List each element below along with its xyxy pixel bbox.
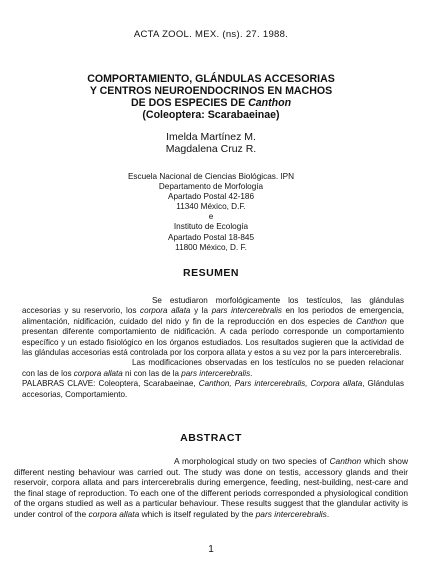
affiliation-line: 11340 México, D.F. bbox=[176, 202, 246, 212]
title-line-1: COMPORTAMIENTO, GLÁNDULAS ACCESORIAS bbox=[87, 73, 335, 85]
resumen-body bbox=[22, 296, 404, 400]
abstract-heading: ABSTRACT bbox=[180, 432, 242, 444]
title-line-3: DE DOS ESPECIES DE Canthon bbox=[130, 97, 292, 109]
title-line-2: Y CENTROS NEUROENDOCRINOS EN MACHOS bbox=[89, 85, 333, 97]
resumen-paragraph-1: Se estudiaron morfológicamente los testículos, las glándulas accesorias y su reservorio, los corpora allata y la pars intercerebralis en los periodos de emergencia, alimentación, nidificación, cuidado del nido y fin de la reproducción en dos especies de Canthon que presentan diferente comportamiento de nidificación. A cada período corresponde un comportamiento específico y un estado fisiológico en los órganos estudiados. Los resultados sugieren que la actividad de las glándulas accesorias está controlada por los corpora allata y estos a su vez por la pars intercerebralis. bbox=[22, 296, 405, 358]
genus-name: Canthon bbox=[248, 97, 292, 109]
affiliations bbox=[0, 172, 422, 253]
resumen-paragraph-2: Las modificaciones observadas en los testículos no se pueden relacionar con las de los corpora allata ni con las de la pars intercerebralis. bbox=[22, 358, 404, 378]
abstract-paragraph: A morphological study on two species of Canthon which show different nesting behaviour was carried out. The study was done on testis, accessory glands and their reservoir, corpora allata and pars intercerebralis during emergence, feeding, nest-building, nest-care and the final stage of reproduction. To each one of the different periods corresponded a physiological condition of the organs studied as well as a particular behaviour. These results suggest that the glandular activity is under control of the corpora allata which is itself regulated by the pars intercerebralis. bbox=[14, 456, 408, 519]
paper-title bbox=[40, 73, 382, 109]
journal-citation: ACTA ZOOL. MEX. (ns). 27. 1988. bbox=[133, 29, 289, 40]
affiliation-line: Apartado Postal 18-845 bbox=[167, 232, 255, 242]
paper-subtitle: (Coleoptera: Scarabaeinae) bbox=[142, 109, 280, 121]
affiliation-line: 11800 México, D. F. bbox=[175, 242, 247, 252]
affiliation-line: Escuela Nacional de Ciencias Biológicas. IPN bbox=[127, 172, 295, 181]
keywords: PALABRAS CLAVE: Coleoptera, Scarabaeinae, Canthon, Pars intercerebralis, Corpora allata, Glándulas accesorias, Comportamiento. bbox=[22, 379, 404, 399]
resumen-heading: RESUMEN bbox=[182, 267, 239, 279]
affiliation-line: e bbox=[208, 212, 214, 222]
affiliation-line: Apartado Postal 42-186 bbox=[167, 192, 255, 202]
affiliation-line: Departamento de Morfología bbox=[158, 182, 264, 192]
affiliation-line: Instituto de Ecología bbox=[173, 222, 249, 232]
page-number: 1 bbox=[208, 544, 214, 555]
author-list bbox=[0, 131, 422, 155]
abstract-body bbox=[14, 456, 408, 520]
author-1: Imelda Martínez M. bbox=[166, 131, 256, 143]
author-2: Magdalena Cruz R. bbox=[165, 143, 257, 155]
